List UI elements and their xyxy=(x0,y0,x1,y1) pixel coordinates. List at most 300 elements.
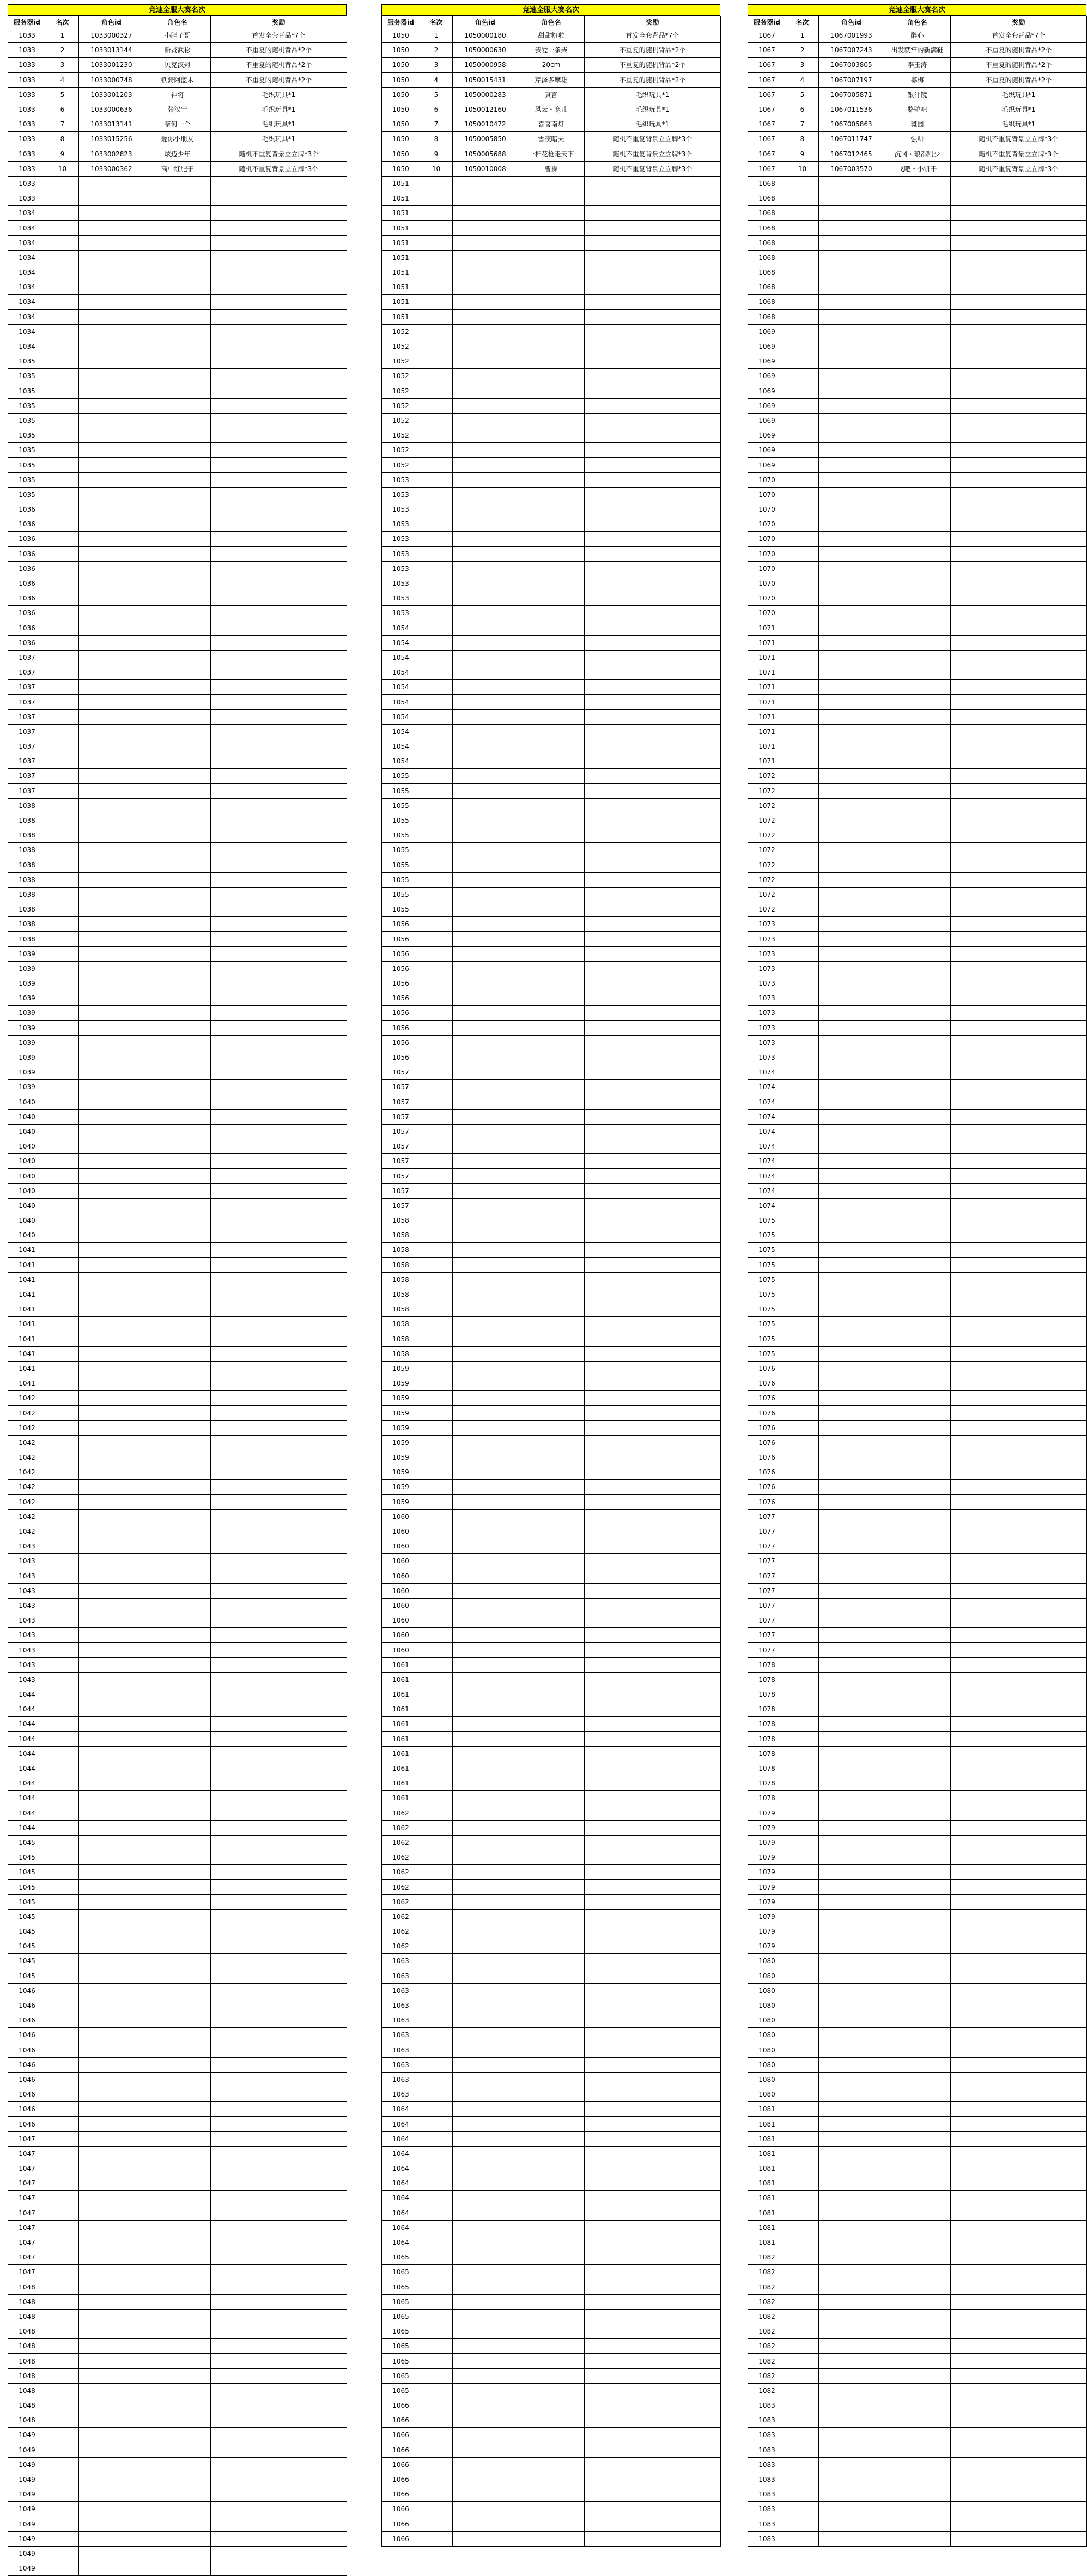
cell-rank xyxy=(786,1035,819,1050)
cell-rank xyxy=(46,384,79,398)
cell-reward xyxy=(585,295,721,309)
table-row xyxy=(382,2161,721,2176)
table-row xyxy=(748,1880,1087,1894)
table-row xyxy=(382,2294,721,2309)
cell-role-id xyxy=(819,991,884,1006)
cell-rank xyxy=(420,280,453,295)
cell-role-name xyxy=(518,1346,585,1361)
table-row xyxy=(382,2368,721,2383)
table-row xyxy=(8,2013,347,2028)
cell-reward xyxy=(211,2043,347,2057)
cell-role-name xyxy=(144,1969,211,1983)
cell-server-id: 1069 xyxy=(748,413,786,428)
cell-role-id xyxy=(819,1095,884,1109)
cell-rank xyxy=(420,206,453,221)
table-row xyxy=(748,1317,1087,1332)
cell-reward xyxy=(585,2354,721,2368)
cell-role-name xyxy=(518,2354,585,2368)
cell-reward xyxy=(585,1880,721,1894)
cell-reward xyxy=(951,1346,1087,1361)
cell-role-id xyxy=(453,680,518,695)
cell-server-id: 1072 xyxy=(748,813,786,828)
cell-role-name: 贝克汉姆 xyxy=(144,58,211,72)
cell-rank xyxy=(46,1450,79,1465)
cell-rank xyxy=(46,1702,79,1717)
cell-role-name xyxy=(144,1983,211,1998)
cell-reward xyxy=(951,309,1087,324)
table-row xyxy=(8,650,347,665)
cell-role-name xyxy=(884,2487,951,2502)
cell-rank xyxy=(420,2043,453,2057)
cell-rank: 10 xyxy=(420,161,453,176)
cell-rank xyxy=(420,1480,453,1494)
cell-role-name xyxy=(884,1983,951,1998)
cell-role-name xyxy=(884,1613,951,1628)
table-row xyxy=(748,2087,1087,2102)
cell-server-id: 1070 xyxy=(748,576,786,591)
table-row xyxy=(8,206,347,221)
table-row xyxy=(382,828,721,843)
cell-role-id xyxy=(79,2057,144,2072)
cell-rank xyxy=(46,754,79,769)
table-row xyxy=(748,1213,1087,1228)
table-row xyxy=(748,1524,1087,1539)
cell-role-name xyxy=(144,2561,211,2576)
cell-rank: 7 xyxy=(420,117,453,132)
cell-role-id xyxy=(453,2250,518,2265)
cell-reward xyxy=(951,2043,1087,2057)
cell-role-id xyxy=(819,354,884,369)
cell-role-name xyxy=(144,1332,211,1346)
cell-role-name xyxy=(884,2265,951,2280)
cell-reward xyxy=(211,2102,347,2117)
cell-role-id xyxy=(79,2280,144,2294)
cell-reward xyxy=(585,709,721,724)
cell-server-id: 1034 xyxy=(8,309,46,324)
cell-server-id: 1046 xyxy=(8,2072,46,2087)
table-row xyxy=(8,1035,347,1050)
cell-reward xyxy=(585,1850,721,1865)
cell-rank xyxy=(420,1391,453,1406)
cell-role-name xyxy=(884,1065,951,1080)
cell-role-name xyxy=(518,324,585,339)
table-row xyxy=(382,2517,721,2531)
cell-server-id: 1075 xyxy=(748,1213,786,1228)
cell-server-id: 1045 xyxy=(8,1880,46,1894)
table-row xyxy=(382,961,721,976)
table-row xyxy=(382,680,721,695)
cell-rank xyxy=(46,991,79,1006)
table-row xyxy=(382,532,721,546)
cell-role-id: 1050000958 xyxy=(453,58,518,72)
cell-role-name xyxy=(884,1969,951,1983)
cell-role-id xyxy=(453,2220,518,2235)
cell-rank xyxy=(420,384,453,398)
cell-role-id xyxy=(453,1154,518,1169)
cell-server-id: 1072 xyxy=(748,828,786,843)
cell-role-id xyxy=(79,369,144,384)
header-role-id: 角色id xyxy=(453,16,518,28)
cell-reward xyxy=(585,1954,721,1969)
cell-role-id xyxy=(453,798,518,813)
cell-role-name xyxy=(518,665,585,680)
table-row xyxy=(748,709,1087,724)
cell-rank xyxy=(786,2398,819,2413)
table-row xyxy=(748,1332,1087,1346)
cell-role-name: 强耕 xyxy=(884,132,951,147)
cell-role-name xyxy=(518,502,585,517)
cell-role-id xyxy=(819,2472,884,2487)
cell-role-name xyxy=(884,2339,951,2354)
table-row xyxy=(748,1657,1087,1672)
cell-reward xyxy=(585,1006,721,1020)
cell-role-name xyxy=(518,2280,585,2294)
cell-server-id: 1040 xyxy=(8,1109,46,1124)
cell-server-id: 1074 xyxy=(748,1183,786,1198)
cell-rank xyxy=(46,1761,79,1776)
cell-reward xyxy=(951,1287,1087,1302)
cell-reward xyxy=(951,324,1087,339)
cell-role-name xyxy=(144,2413,211,2428)
cell-rank xyxy=(786,680,819,695)
cell-server-id: 1048 xyxy=(8,2368,46,2383)
cell-reward xyxy=(211,709,347,724)
cell-server-id: 1054 xyxy=(382,680,420,695)
cell-role-name xyxy=(518,2443,585,2457)
cell-role-name xyxy=(884,1406,951,1420)
cell-role-id xyxy=(79,1450,144,1465)
cell-server-id: 1067 xyxy=(748,58,786,72)
cell-role-name xyxy=(144,976,211,991)
cell-server-id: 1074 xyxy=(748,1154,786,1169)
cell-role-name xyxy=(884,1006,951,1020)
cell-role-name xyxy=(884,354,951,369)
cell-role-id xyxy=(453,2472,518,2487)
cell-server-id: 1081 xyxy=(748,2220,786,2235)
cell-reward xyxy=(211,769,347,783)
cell-server-id: 1060 xyxy=(382,1569,420,1583)
cell-rank xyxy=(46,2087,79,2102)
table-row xyxy=(8,43,347,58)
cell-role-id xyxy=(819,1583,884,1598)
cell-reward xyxy=(951,1598,1087,1613)
cell-role-id xyxy=(453,754,518,769)
cell-reward xyxy=(585,961,721,976)
cell-reward xyxy=(951,443,1087,458)
cell-role-id xyxy=(79,458,144,472)
cell-server-id: 1039 xyxy=(8,1035,46,1050)
table-row xyxy=(8,976,347,991)
cell-rank xyxy=(46,2324,79,2339)
cell-server-id: 1072 xyxy=(748,783,786,798)
cell-role-name xyxy=(144,2531,211,2546)
cell-rank xyxy=(420,1924,453,1939)
cell-rank: 4 xyxy=(786,72,819,87)
table-row xyxy=(748,1628,1087,1643)
cell-reward xyxy=(951,1391,1087,1406)
cell-role-id xyxy=(453,2161,518,2176)
table-row xyxy=(382,161,721,176)
cell-rank xyxy=(46,798,79,813)
cell-role-name xyxy=(518,1880,585,1894)
table-row xyxy=(382,2220,721,2235)
cell-rank: 5 xyxy=(786,87,819,102)
cell-role-id xyxy=(453,1643,518,1657)
cell-server-id: 1034 xyxy=(8,280,46,295)
cell-server-id: 1058 xyxy=(382,1257,420,1272)
cell-role-id xyxy=(79,2443,144,2457)
cell-role-id xyxy=(819,1687,884,1702)
cell-role-id xyxy=(79,1317,144,1332)
table-row xyxy=(8,606,347,621)
cell-server-id: 1038 xyxy=(8,902,46,917)
cell-rank: 4 xyxy=(420,72,453,87)
cell-role-name xyxy=(518,2517,585,2531)
cell-role-name xyxy=(144,1583,211,1598)
cell-role-id xyxy=(453,976,518,991)
table-row xyxy=(8,72,347,87)
cell-rank xyxy=(46,2028,79,2043)
cell-rank xyxy=(420,1183,453,1198)
cell-server-id: 1067 xyxy=(748,147,786,161)
cell-server-id: 1079 xyxy=(748,1880,786,1894)
cell-server-id: 1038 xyxy=(8,887,46,902)
cell-server-id: 1073 xyxy=(748,917,786,932)
table-row xyxy=(382,2191,721,2206)
table-row xyxy=(382,754,721,769)
cell-role-id xyxy=(819,1509,884,1524)
cell-reward xyxy=(585,1183,721,1198)
cell-rank xyxy=(786,2294,819,2309)
cell-reward: 随机不重复背景立立牌*3个 xyxy=(585,132,721,147)
cell-rank xyxy=(46,1583,79,1598)
table-row xyxy=(382,2028,721,2043)
cell-rank xyxy=(786,1731,819,1746)
cell-server-id: 1054 xyxy=(382,635,420,650)
cell-rank: 3 xyxy=(420,58,453,72)
table-row xyxy=(382,72,721,87)
cell-role-name xyxy=(518,2161,585,2176)
cell-role-name xyxy=(518,280,585,295)
cell-server-id: 1068 xyxy=(748,206,786,221)
cell-role-id xyxy=(453,887,518,902)
cell-role-name xyxy=(144,1494,211,1509)
table-row xyxy=(8,2161,347,2176)
cell-rank xyxy=(46,1287,79,1302)
cell-role-name xyxy=(518,1806,585,1820)
cell-reward xyxy=(211,1302,347,1317)
table-row xyxy=(382,1998,721,2013)
cell-reward xyxy=(951,917,1087,932)
cell-role-name xyxy=(884,1643,951,1657)
table-row xyxy=(748,872,1087,887)
table-row xyxy=(748,369,1087,384)
cell-server-id: 1055 xyxy=(382,798,420,813)
cell-rank xyxy=(786,1287,819,1302)
cell-role-name xyxy=(518,2265,585,2280)
cell-role-id xyxy=(819,828,884,843)
cell-reward xyxy=(211,1687,347,1702)
table-row xyxy=(8,1139,347,1154)
table-row xyxy=(8,1776,347,1791)
cell-role-id xyxy=(819,2413,884,2428)
cell-reward: 不重复的随机背品*2个 xyxy=(211,72,347,87)
cell-reward xyxy=(585,2072,721,2087)
cell-reward xyxy=(211,265,347,280)
cell-role-name xyxy=(144,413,211,428)
cell-server-id: 1059 xyxy=(382,1480,420,1494)
cell-reward xyxy=(585,1761,721,1776)
cell-reward xyxy=(585,2443,721,2457)
cell-rank xyxy=(46,1302,79,1317)
cell-role-id xyxy=(819,235,884,250)
cell-role-name xyxy=(884,635,951,650)
cell-reward xyxy=(211,695,347,709)
cell-rank xyxy=(786,2517,819,2531)
cell-role-id xyxy=(819,1213,884,1228)
table-row xyxy=(748,87,1087,102)
cell-role-name xyxy=(884,250,951,265)
cell-server-id: 1048 xyxy=(8,2413,46,2428)
cell-role-name xyxy=(518,1243,585,1257)
cell-rank xyxy=(420,2102,453,2117)
table-row xyxy=(382,1035,721,1050)
cell-rank xyxy=(786,384,819,398)
cell-role-name xyxy=(518,709,585,724)
cell-role-name xyxy=(884,2043,951,2057)
cell-server-id: 1082 xyxy=(748,2280,786,2294)
cell-server-id: 1037 xyxy=(8,650,46,665)
table-row xyxy=(748,2487,1087,2502)
cell-role-name xyxy=(518,724,585,739)
cell-reward xyxy=(585,1228,721,1243)
cell-role-name xyxy=(144,561,211,576)
cell-role-name xyxy=(144,2443,211,2457)
cell-reward xyxy=(951,1554,1087,1569)
cell-role-id xyxy=(819,546,884,561)
cell-rank xyxy=(786,1332,819,1346)
cell-rank xyxy=(786,487,819,502)
cell-server-id: 1046 xyxy=(8,2117,46,2131)
table-row xyxy=(382,398,721,413)
cell-reward: 随机不重复背景立立牌*3个 xyxy=(951,161,1087,176)
panel-title: 竞速全服大赛名次 xyxy=(8,4,347,16)
cell-role-name xyxy=(518,1109,585,1124)
cell-reward xyxy=(585,2531,721,2546)
table-row xyxy=(8,398,347,413)
cell-reward xyxy=(585,502,721,517)
cell-server-id: 1050 xyxy=(382,58,420,72)
cell-role-name xyxy=(144,1095,211,1109)
cell-rank xyxy=(420,917,453,932)
cell-reward xyxy=(951,635,1087,650)
cell-role-name xyxy=(884,1154,951,1169)
cell-server-id: 1078 xyxy=(748,1746,786,1761)
cell-rank xyxy=(786,2487,819,2502)
cell-role-id xyxy=(453,1761,518,1776)
table-row xyxy=(748,206,1087,221)
cell-rank xyxy=(420,2413,453,2428)
cell-role-id xyxy=(453,1539,518,1554)
cell-rank xyxy=(786,2146,819,2161)
table-row xyxy=(382,976,721,991)
cell-role-id xyxy=(453,1835,518,1850)
cell-role-id xyxy=(79,1095,144,1109)
table-row xyxy=(748,2250,1087,2265)
cell-rank xyxy=(420,887,453,902)
cell-role-name xyxy=(518,2398,585,2413)
cell-server-id: 1057 xyxy=(382,1095,420,1109)
cell-role-name: 曹操 xyxy=(518,161,585,176)
cell-role-name xyxy=(144,443,211,458)
cell-role-id xyxy=(453,2057,518,2072)
cell-server-id: 1041 xyxy=(8,1317,46,1332)
cell-rank xyxy=(420,1243,453,1257)
cell-server-id: 1056 xyxy=(382,976,420,991)
cell-reward xyxy=(951,1332,1087,1346)
cell-role-name xyxy=(884,1095,951,1109)
cell-reward xyxy=(211,2487,347,2502)
cell-role-name xyxy=(144,1687,211,1702)
cell-role-name xyxy=(518,887,585,902)
table-row xyxy=(382,1509,721,1524)
cell-role-name xyxy=(144,843,211,858)
table-header-row xyxy=(748,16,1087,28)
cell-role-id xyxy=(79,1687,144,1702)
cell-server-id: 1043 xyxy=(8,1672,46,1687)
cell-role-name xyxy=(884,2146,951,2161)
cell-rank xyxy=(46,783,79,798)
cell-reward xyxy=(585,2028,721,2043)
cell-server-id: 1069 xyxy=(748,324,786,339)
table-body xyxy=(748,28,1087,2547)
cell-server-id: 1058 xyxy=(382,1228,420,1243)
table-row xyxy=(748,858,1087,872)
table-row xyxy=(382,1050,721,1065)
cell-server-id: 1065 xyxy=(382,2309,420,2324)
cell-role-id xyxy=(453,1080,518,1095)
cell-role-name xyxy=(884,487,951,502)
cell-rank xyxy=(46,1998,79,2013)
cell-rank xyxy=(46,2176,79,2191)
cell-reward: 不重复的随机背品*2个 xyxy=(585,58,721,72)
cell-reward xyxy=(211,1080,347,1095)
table-row xyxy=(748,117,1087,132)
cell-rank xyxy=(46,428,79,443)
cell-rank xyxy=(46,1894,79,1909)
table-row xyxy=(748,221,1087,235)
cell-role-id xyxy=(819,2102,884,2117)
table-row xyxy=(748,2013,1087,2028)
cell-role-name xyxy=(884,1909,951,1924)
cell-reward xyxy=(211,2117,347,2131)
table-row xyxy=(8,1909,347,1924)
cell-reward xyxy=(585,1746,721,1761)
cell-rank xyxy=(786,1198,819,1213)
cell-reward xyxy=(211,2146,347,2161)
cell-rank xyxy=(420,665,453,680)
cell-role-id xyxy=(819,1820,884,1835)
cell-role-name xyxy=(144,176,211,191)
cell-reward xyxy=(211,1998,347,2013)
cell-server-id: 1075 xyxy=(748,1332,786,1346)
cell-role-name xyxy=(884,2324,951,2339)
cell-rank xyxy=(46,1628,79,1643)
cell-reward xyxy=(585,887,721,902)
cell-rank xyxy=(420,754,453,769)
cell-role-id xyxy=(819,2176,884,2191)
cell-role-name xyxy=(144,250,211,265)
